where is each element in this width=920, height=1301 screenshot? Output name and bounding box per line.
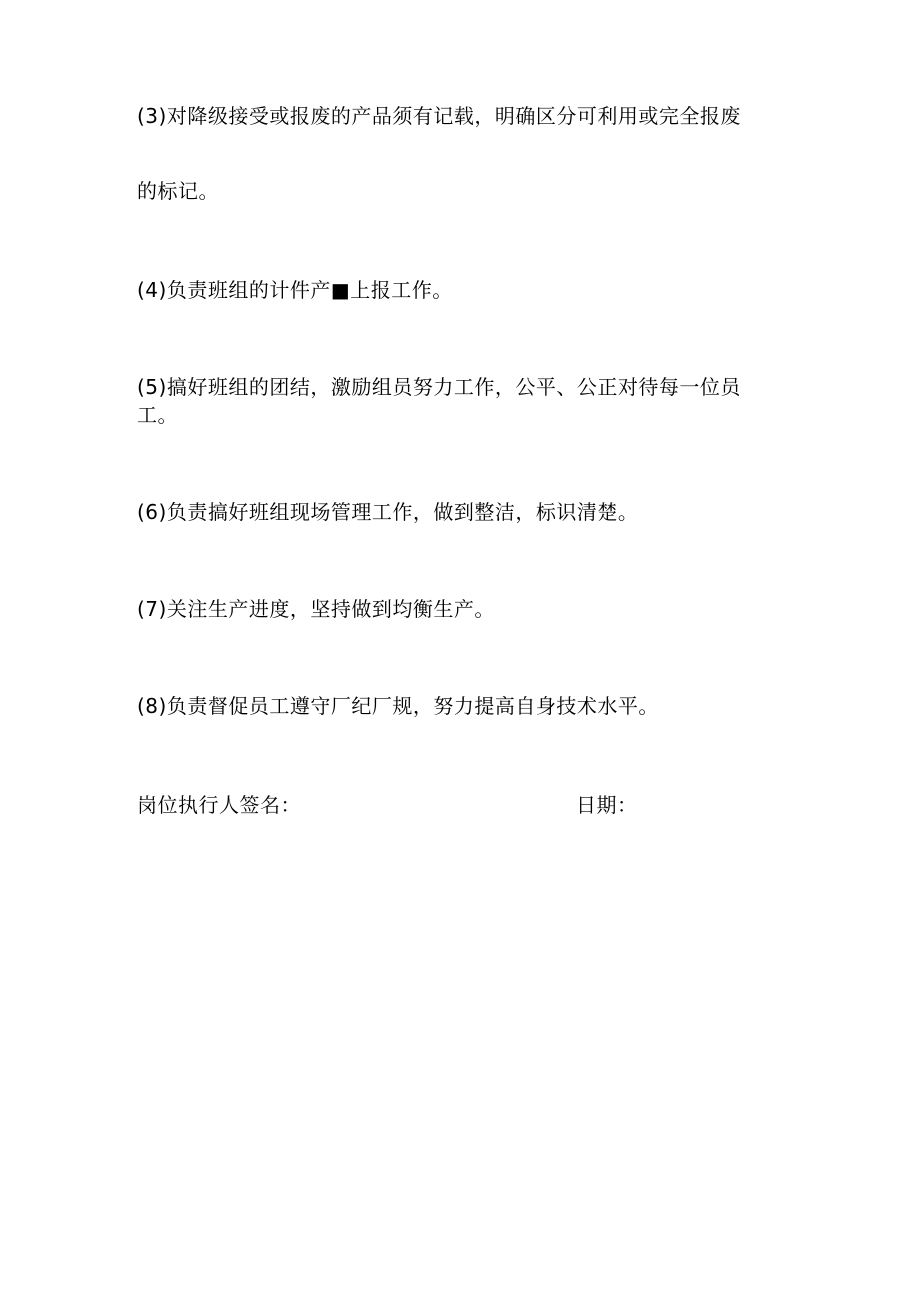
item-3-line-2: 的标记。 xyxy=(137,179,219,203)
item-8: (8)负责督促员工遵守厂纪厂规，努力提高自身技术水平。 xyxy=(137,694,659,718)
item-7: (7)关注生产进度，坚持做到均衡生产。 xyxy=(137,597,495,621)
item-3-line-1: (3)对降级接受或报废的产品须有记载，明确区分可利用或完全报废 xyxy=(137,104,741,128)
item-4: (4)负责班组的计件产■上报工作。 xyxy=(137,278,453,302)
signature-label: 岗位执行人签名： xyxy=(137,793,301,817)
item-6: (6)负责搞好班组现场管理工作，做到整洁，标识清楚。 xyxy=(137,500,639,524)
item-5: (5)搞好班组的团结，激励组员努力工作，公平、公正对待每一位员工。 xyxy=(137,375,741,427)
date-label: 日期： xyxy=(576,793,638,817)
